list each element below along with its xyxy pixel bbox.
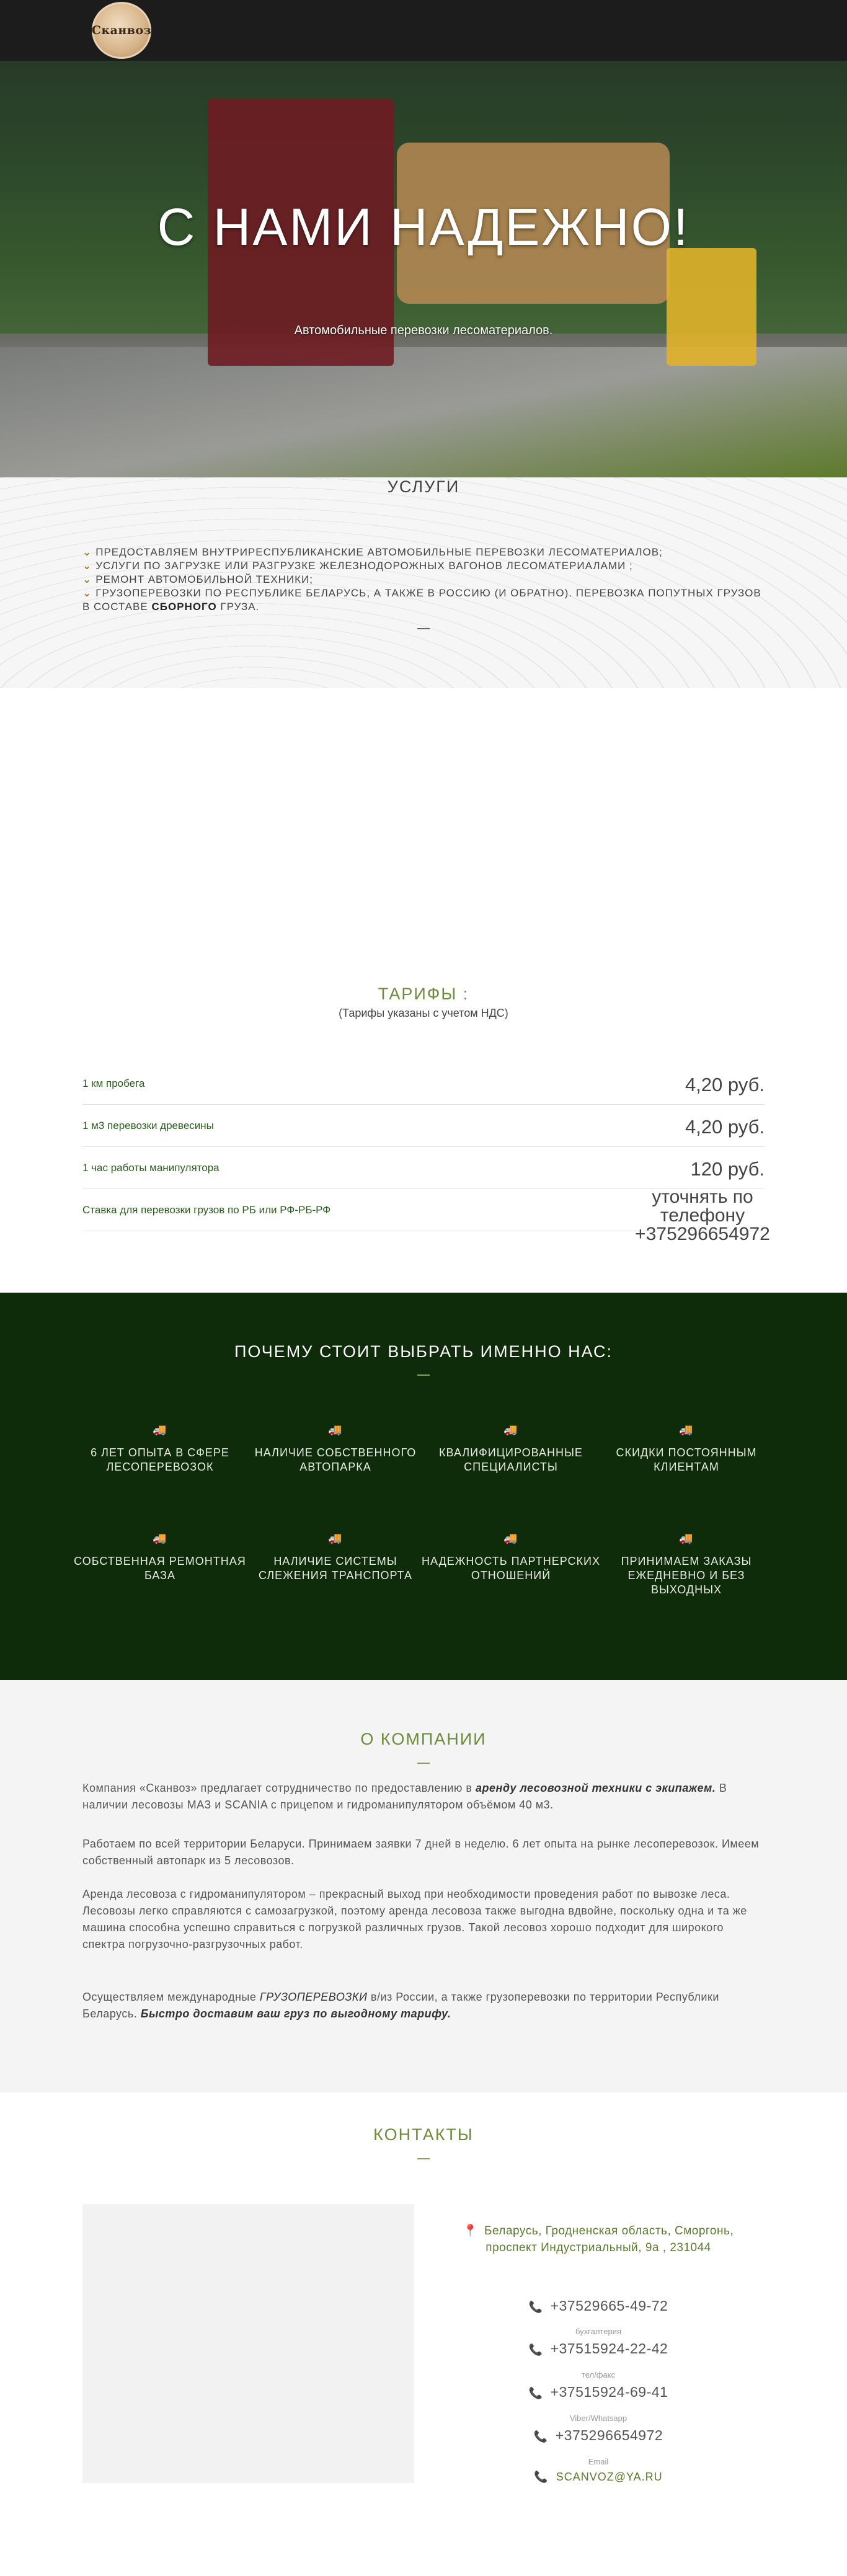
logo-text: Сканвоз <box>91 24 152 37</box>
chevron-down-icon: ⌄ <box>82 560 92 572</box>
table-row <box>82 1187 770 1244</box>
company-logo[interactable] <box>92 2 151 59</box>
truck-icon: 🚚 <box>679 1423 694 1436</box>
tariff-name: 1 м3 перевозки древесины <box>82 1120 214 1131</box>
feature-item: 🚚 ПРИНИМАЕМ ЗАКАЗЫ ЕЖЕДНЕВНО И БЕЗ ВЫХОДНЫХ <box>593 1531 779 1597</box>
truck-icon: 🚚 <box>503 1423 518 1436</box>
feature-item: 🚚 НАЛИЧИЕ СИСТЕМЫ СЛЕЖЕНИЯ ТРАНСПОРТА <box>242 1531 428 1583</box>
divider <box>417 2158 430 2159</box>
list-item: ⌄ УСЛУГИ ПО ЗАГРУЗКЕ ИЛИ РАЗГРУЗКЕ ЖЕЛЕЗНОДОРОЖНЫХ ВАГОНОВ ЛЕСОМАТЕРИАЛАМИ ; <box>82 560 633 572</box>
tariff-price: 4,20 руб. <box>685 1074 765 1095</box>
tariffs-title: ТАРИФЫ : <box>378 985 469 1003</box>
tariff-name: 1 час работы манипулятора <box>82 1162 220 1174</box>
divider <box>417 628 430 629</box>
feature-item: 🚚 НАДЕЖНОСТЬ ПАРТНЕРСКИХ ОТНОШЕНИЙ <box>418 1531 604 1583</box>
phone-viber[interactable]: 📞 +375296654972 <box>533 2427 663 2443</box>
phone-fax[interactable]: 📞 +37515924-69-41 <box>528 2384 668 2400</box>
chevron-down-icon: ⌄ <box>82 587 92 599</box>
about-title: О КОМПАНИИ <box>360 1730 487 1748</box>
email-link[interactable]: 📞 SCANVOZ@YA.RU <box>534 2471 663 2483</box>
top-bar <box>0 0 847 61</box>
viber-label: Viber/Whatsapp <box>569 2414 627 2423</box>
truck-icon: 🚚 <box>153 1532 167 1544</box>
table-row <box>82 1063 765 1105</box>
truck-icon: 🚚 <box>328 1423 343 1436</box>
truck-icon: 🚚 <box>328 1532 343 1544</box>
truck-icon: 🚚 <box>503 1532 518 1544</box>
tariff-name: 1 км пробега <box>82 1078 145 1089</box>
services-title: УСЛУГИ <box>387 477 460 496</box>
hero-second-truck-image <box>667 248 756 366</box>
feature-item: 🚚 СКИДКИ ПОСТОЯННЫМ КЛИЕНТАМ <box>593 1423 779 1474</box>
divider <box>417 1374 430 1376</box>
address: 📍 Беларусь, Гродненская область, Сморгонь, проспект Индустриальный, 9а , 231044 <box>463 2224 734 2254</box>
map-pin-icon: 📍 <box>463 2224 478 2237</box>
why-us-section <box>0 1293 847 1680</box>
feature-item: 🚚 СОБСТВЕННАЯ РЕМОНТНАЯ БАЗА <box>67 1531 253 1583</box>
accounting-label: бухгалтерия <box>575 2327 621 2336</box>
about-paragraph: Компания «Сканвоз» предлагает сотрудничество по предоставлению в аренду лесовозной техники с экипажем. В наличии лесовозы МАЗ и SCANIA с прицепом и гидроманипулятором объёмом 40 м3. <box>82 1782 727 1811</box>
about-paragraph: Аренда лесовоза с гидроманипулятором – прекрасный выход при необходимости проведения работ по вывозке леса. Лесовозы легко справляются с самозагрузкой, поэтому аренда лесовоза также выгодна вдвойне, поскольку одна и та же машина способна успешно справиться с погрузкой различных грузов. Такой лесовоз хорошо подходит для широкого спектра погрузочно-разгрузочных работ. <box>82 1888 747 1950</box>
tariffs-section <box>0 688 847 1293</box>
feature-item: 🚚 НАЛИЧИЕ СОБСТВЕННОГО АВТОПАРКА <box>242 1423 428 1474</box>
phone-main[interactable]: 📞 +37529665-49-72 <box>528 2298 668 2314</box>
fax-label: тел/факс <box>581 2370 616 2379</box>
hero-subtitle: Автомобильные перевозки лесоматериалов. <box>294 324 553 337</box>
hero-title: С НАМИ НАДЕЖНО! <box>157 198 690 256</box>
feature-item: 🚚 КВАЛИФИЦИРОВАННЫЕ СПЕЦИАЛИСТЫ <box>418 1423 604 1474</box>
why-us-title: ПОЧЕМУ СТОИТ ВЫБРАТЬ ИМЕННО НАС: <box>234 1342 613 1361</box>
list-item: ⌄ ПРЕДОСТАВЛЯЕМ ВНУТРИРЕСПУБЛИКАНСКИЕ АВТОМОБИЛЬНЫЕ ПЕРЕВОЗКИ ЛЕСОМАТЕРИАЛОВ; <box>82 546 663 558</box>
tariff-name: Ставка для перевозки грузов по РБ или РФ-РБ-РФ <box>82 1204 331 1216</box>
services-section <box>0 477 847 688</box>
truck-icon: 🚚 <box>679 1532 694 1544</box>
services-list <box>82 546 765 614</box>
tariff-price: 120 руб. <box>690 1158 765 1180</box>
truck-icon: 🚚 <box>153 1423 167 1436</box>
feature-item: 🚚 6 ЛЕТ ОПЫТА В СФЕРЕ ЛЕСОПЕРЕВОЗОК <box>67 1423 253 1474</box>
map-embed[interactable] <box>82 2204 414 2483</box>
hero-section <box>0 0 847 477</box>
tariffs-note: (Тарифы указаны с учетом НДС) <box>339 1007 508 1019</box>
table-row <box>82 1105 765 1147</box>
phone-accounting[interactable]: 📞 +37515924-22-42 <box>528 2340 668 2357</box>
chevron-down-icon: ⌄ <box>82 573 92 585</box>
contacts-section <box>0 2092 847 2576</box>
hero-road-image <box>0 347 847 477</box>
table-row <box>82 1147 765 1189</box>
list-item: ⌄ ГРУЗОПЕРЕВОЗКИ ПО РЕСПУБЛИКЕ БЕЛАРУСЬ, А ТАКЖЕ В РОССИЮ (И ОБРАТНО). ПЕРЕВОЗКА ПОПУТНЫХ ГРУЗОВ В СОСТАВЕ СБОРНОГО ГРУЗА. <box>82 587 761 613</box>
tariff-price: 4,20 руб. <box>685 1116 765 1138</box>
phone-icon: 📞 <box>533 2430 548 2443</box>
about-paragraph: Осуществляем международные ГРУЗОПЕРЕВОЗКИ в/из России, а также грузоперевозки по территории Республики Беларусь. Быстро доставим ваш груз по выгодному тарифу. <box>82 1991 719 2020</box>
phone-icon: 📞 <box>534 2471 549 2483</box>
phone-icon: 📞 <box>528 2387 543 2399</box>
divider <box>417 1763 430 1764</box>
chevron-down-icon: ⌄ <box>82 546 92 558</box>
email-label: Email <box>588 2457 609 2466</box>
phone-icon: 📞 <box>528 2301 543 2313</box>
tariff-price: уточнять по телефону +375296654972 <box>635 1187 770 1244</box>
about-paragraph: Работаем по всей территории Беларуси. Принимаем заявки 7 дней в неделю. 6 лет опыта на рынке лесоперевозок. Имеем собственный автопарк из 5 лесовозов. <box>82 1838 760 1867</box>
about-section <box>0 1680 847 2092</box>
phone-icon: 📞 <box>528 2344 543 2356</box>
list-item: ⌄ РЕМОНТ АВТОМОБИЛЬНОЙ ТЕХНИКИ; <box>82 573 313 585</box>
contacts-title: КОНТАКТЫ <box>373 2125 474 2144</box>
